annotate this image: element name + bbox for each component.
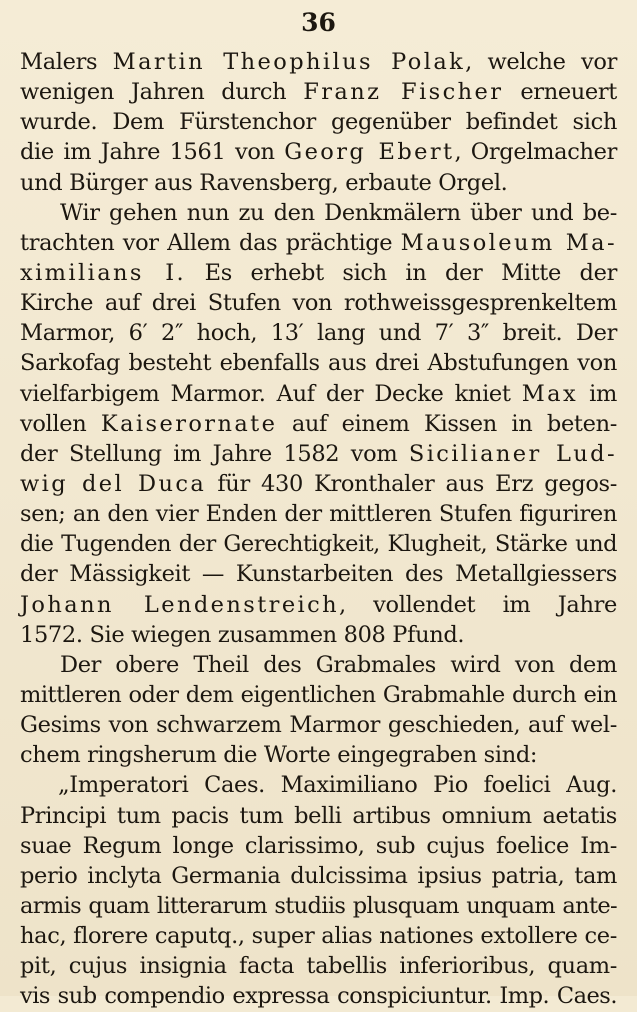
text-line (20, 77, 617, 107)
text-line (20, 107, 617, 137)
spaced-name: Georg Ebert (284, 139, 455, 166)
text-line (20, 318, 617, 348)
text-line (20, 499, 617, 529)
text-run: suae Regum longe clarissimo, sub cujus foelice Im- (20, 832, 617, 859)
spaced-name: Kaiserornate (100, 410, 278, 437)
text-run: wurde. Dem Fürstenchor gegenüber befindet sich (20, 109, 617, 136)
spaced-name: ximilians I. (20, 259, 187, 286)
text-run: hac, florere caputq., super alias nationes extollere ce- (20, 923, 617, 950)
text-run: mittleren oder dem eigentlichen Grabmahle durch ein (20, 681, 617, 708)
text-run: pit, cujus insignia facta tabellis inferioribus, quam- (20, 953, 617, 980)
text-line (20, 891, 617, 921)
spaced-name: Johann Lendenstreich (20, 591, 340, 618)
text-run: perio inclyta Germania dulcissima ipsius patria, tam (20, 862, 617, 889)
body-text (20, 47, 617, 1012)
text-line (20, 409, 617, 439)
text-line (20, 47, 617, 77)
text-run: und Bürger aus Ravensberg, erbaute Orgel. (20, 169, 508, 196)
spaced-name: Franz Fischer (303, 79, 504, 106)
text-run: armis quam litterarum studiis plusquam unquam ante- (20, 892, 617, 919)
text-line (20, 198, 617, 228)
text-run: die Tugenden der Gerechtigkeit, Klugheit, Stärke und (20, 531, 617, 558)
text-run: 1572. Sie wiegen zusammen 808 Pfund. (20, 621, 465, 648)
text-line (20, 137, 617, 167)
text-line (20, 650, 617, 680)
text-run: , vollendet im Jahre (339, 591, 617, 618)
text-line (20, 710, 617, 740)
text-run: Sarkofag besteht ebenfalls aus drei Abstufungen von (20, 350, 617, 377)
text-line (20, 861, 617, 891)
text-line (20, 379, 617, 409)
spaced-name: Max (521, 380, 579, 407)
text-run: Gesims von schwarzem Marmor geschieden, auf wel- (20, 712, 617, 739)
page-number: 36 (301, 8, 336, 37)
text-run: Wir gehen nun zu den Denkmälern über und be- (60, 199, 617, 226)
text-line (20, 801, 617, 831)
text-line (20, 831, 617, 861)
text-run: vis sub compendio expressa conspiciuntur. Imp. Caes. (20, 983, 617, 1010)
text-run: der Stellung im Jahre 1582 vom (20, 440, 409, 467)
spaced-name: Mausoleum Ma- (400, 229, 617, 256)
text-line (20, 529, 617, 559)
text-run: im (578, 380, 617, 407)
text-run: wenigen Jahren durch (20, 79, 304, 106)
spaced-name: wig del Duca (20, 470, 207, 497)
text-run: Es erhebt sich in der Mitte der (186, 259, 617, 286)
text-line (20, 258, 617, 288)
text-run: erneuert (503, 79, 617, 106)
text-run: Marmor, 6′ 2″ hoch, 13′ lang und 7′ 3″ breit. Der (20, 320, 617, 347)
text-run: die im Jahre 1561 von (20, 139, 285, 166)
text-line (20, 981, 617, 1011)
text-line (20, 348, 617, 378)
text-run: , welche vor (465, 49, 617, 75)
text-line (20, 770, 617, 800)
text-line (20, 168, 617, 198)
text-line (20, 620, 617, 650)
text-run: chem ringsherum die Worte eingegraben sind: (20, 742, 538, 769)
text-run: vielfarbigem Marmor. Auf der Decke kniet (20, 380, 522, 407)
text-line (20, 740, 617, 770)
text-line (20, 590, 617, 620)
text-run: Der obere Theil des Grabmales wird von dem (60, 651, 617, 678)
text-line (20, 288, 617, 318)
text-run: „Imperatori Caes. Maximiliano Pio foelici Aug. (58, 772, 617, 799)
text-run: Kirche auf drei Stufen von rothweissgesprenkeltem (20, 290, 617, 317)
text-line (20, 439, 617, 469)
text-run: Principi tum pacis tum belli artibus omnium aetatis (20, 802, 617, 829)
text-line (20, 680, 617, 710)
text-line (20, 559, 617, 589)
text-run: , Orgelmacher (454, 139, 617, 166)
text-run: Malers (20, 49, 113, 75)
text-run: vollen (20, 410, 101, 437)
spaced-name: Martin Theophilus Polak (112, 49, 466, 75)
text-line (20, 951, 617, 981)
text-line (20, 921, 617, 951)
text-run: für 430 Kronthaler aus Erz gegos- (206, 470, 617, 497)
text-run: auf einem Kissen in beten- (277, 410, 617, 437)
text-line (20, 469, 617, 499)
text-run: trachten vor Allem das prächtige (20, 229, 401, 256)
text-run: sen; an den vier Enden der mittleren Stufen figuriren (20, 501, 617, 528)
text-run: der Mässigkeit — Kunstarbeiten des Metallgiessers (20, 561, 617, 588)
text-line (20, 228, 617, 258)
spaced-name: Sicilianer Lud- (408, 440, 617, 467)
